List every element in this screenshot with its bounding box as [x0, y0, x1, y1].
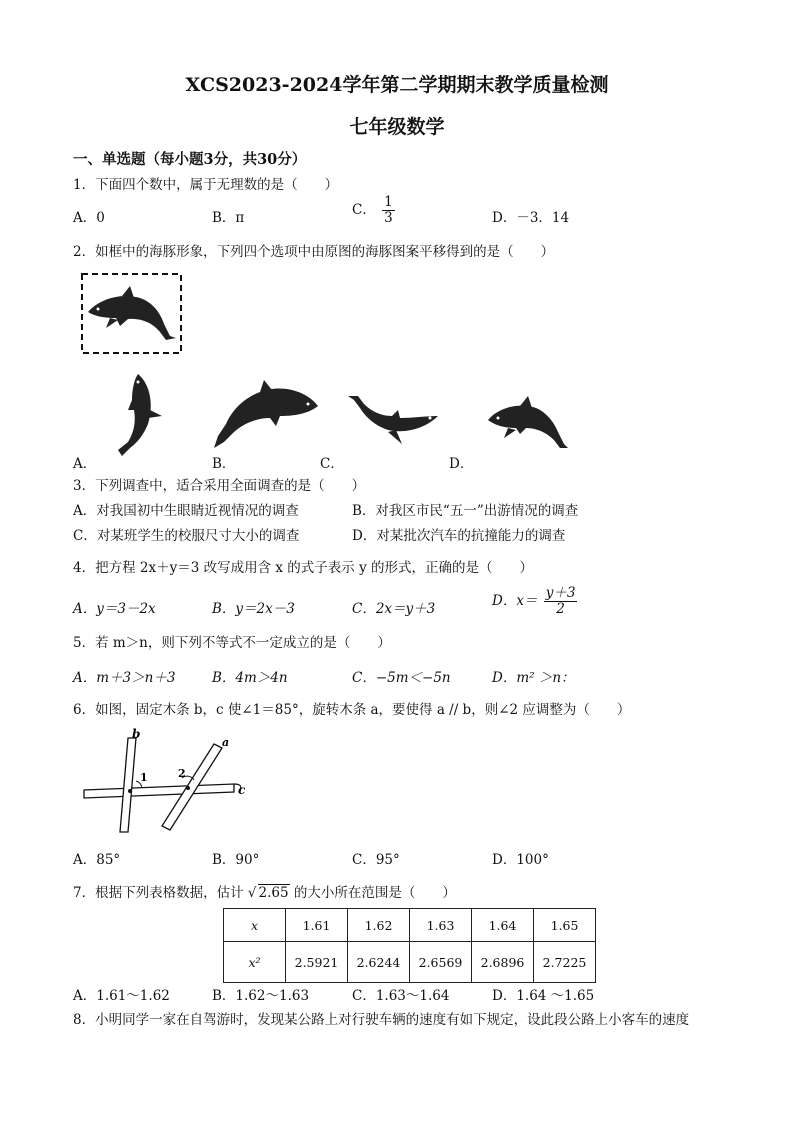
q2-option-d-label: D． [449, 456, 474, 472]
option-b-dolphin-figure [210, 376, 322, 456]
q5-option-b: B．4m＞4n [212, 670, 288, 686]
q3-stem: 3．下列调查中，适合采用全面调查的是（ ） [73, 478, 366, 494]
q1-fraction-denominator: 3 [384, 209, 393, 226]
q1-stem: 1．下面四个数中，属于无理数的是（ ） [73, 177, 339, 193]
q2-option-a-label: A． [73, 456, 97, 472]
q7-stem [73, 881, 456, 901]
q7-radicand: 2.65 [258, 885, 289, 901]
option-c-dolphin-figure [346, 392, 442, 458]
dolphin-icon [118, 374, 151, 456]
label-angle-1: 1 [140, 771, 148, 784]
q4-stem: 4．把方程 2x＋y＝3 改写成用含 x 的式子表示 y 的形式，正确的是（ ） [73, 560, 533, 576]
q8-stem: 8．小明同学一家在自驾游时，发现某公路上对行驶车辆的速度有如下规定，设此段公路上小客车的速度 [73, 1012, 690, 1028]
q1-option-a: A．0 [73, 210, 105, 226]
q1-option-d: D．－3．14 [492, 210, 570, 226]
q6-option-b: B．90° [212, 852, 260, 868]
table-cell: 1.61 [286, 909, 348, 942]
q4-option-c: C．2x＝y＋3 [352, 601, 436, 617]
q4-option-a: A．y＝3－2x [73, 601, 156, 617]
q4-option-d-prefix: D．x＝ [492, 592, 538, 609]
q4-fraction-denominator: 2 [556, 600, 565, 617]
section-heading: 一、单选题（每小题3分，共30分） [73, 151, 307, 168]
table-cell: 2.5921 [286, 942, 348, 983]
q5-option-c: C．−5m＜−5n [352, 670, 451, 686]
q6-option-d: D．100° [492, 852, 549, 868]
q5-option-d: D．m² ＞n： [492, 670, 575, 686]
q3-option-a: A．对我国初中生眼睛近视情况的调查 [73, 503, 299, 519]
label-angle-2: 2 [178, 767, 186, 780]
table-cell: 2.6896 [472, 942, 534, 983]
q4-fraction-numerator: y＋3 [545, 585, 576, 601]
strip-c [84, 784, 234, 798]
table-row [224, 942, 596, 983]
table-cell: 2.7225 [534, 942, 596, 983]
table-cell: x [224, 909, 286, 942]
table-row [224, 909, 596, 942]
label-b: b [132, 727, 141, 741]
q3-option-b: B．对我区市民“五一”出游情况的调查 [352, 503, 579, 519]
table-cell: 2.6569 [410, 942, 472, 983]
option-d-dolphin-figure [484, 390, 570, 458]
q1-fraction [382, 195, 395, 226]
dolphin-icon [88, 296, 176, 340]
dolphin-original-figure [80, 272, 184, 356]
q6-stem: 6．如图，固定木条 b，c 使∠1＝85°，旋转木条 a，要使得 a // b，则∠2 应调整为（ ） [73, 702, 631, 718]
q2-option-c-label: C． [320, 456, 344, 472]
dolphin-icon [348, 396, 438, 431]
q1-fraction-numerator: 1 [384, 194, 393, 210]
table-cell: 2.6244 [348, 942, 410, 983]
exam-subtitle: 七年级数学 [349, 116, 445, 138]
q6-wood-strips-figure [82, 726, 252, 836]
q5-stem: 5．若 m＞n，则下列不等式不一定成立的是（ ） [73, 635, 391, 651]
exam-title: XCS2023-2024学年第二学期期末教学质量检测 [185, 74, 609, 96]
q7-option-b: B．1.62～1.63 [212, 988, 310, 1004]
pivot-dot [128, 789, 132, 793]
q7-option-a: A．1.61～1.62 [73, 988, 170, 1004]
q6-option-c: C．95° [352, 852, 400, 868]
sqrt-expression: √ 2.65 [247, 885, 289, 901]
dolphin-icon [214, 388, 318, 448]
option-a-dolphin-figure [104, 370, 170, 462]
q7-stem-pre: 7．根据下列表格数据，估计 [73, 885, 244, 901]
table-cell: 1.63 [410, 909, 472, 942]
table-cell: 1.64 [472, 909, 534, 942]
q2-option-b-label: B． [212, 456, 236, 472]
table-cell: 1.65 [534, 909, 596, 942]
q7-option-c: C．1.63～1.64 [352, 988, 450, 1004]
q2-stem: 2．如框中的海豚形象，下列四个选项中由原图的海豚图案平移得到的是（ ） [73, 244, 555, 260]
table-cell: x² [224, 942, 286, 983]
q1-option-c-prefix: C． [352, 201, 376, 218]
dolphin-icon [488, 406, 568, 448]
q5-option-a: A．m＋3＞n＋3 [73, 670, 176, 686]
q3-option-d: D．对某批次汽车的抗撞能力的调查 [352, 528, 566, 544]
strip-b [120, 738, 136, 832]
pivot-dot [186, 786, 190, 790]
q7-data-table [223, 908, 596, 983]
q7-option-d: D．1.64 ～1.65 [492, 988, 595, 1004]
q3-option-c: C．对某班学生的校服尺寸大小的调查 [73, 528, 300, 544]
q4-fraction [544, 586, 578, 617]
q4-option-b: B．y＝2x－3 [212, 601, 295, 617]
q1-option-c [352, 195, 397, 226]
q7-stem-post: 的大小所在范围是（ ） [293, 885, 456, 901]
q4-option-d [492, 586, 579, 617]
label-c: c [238, 783, 246, 797]
q1-option-b: B．π [212, 210, 245, 226]
table-cell: 1.62 [348, 909, 410, 942]
label-a: a [222, 736, 230, 749]
q6-option-a: A．85° [73, 852, 121, 868]
